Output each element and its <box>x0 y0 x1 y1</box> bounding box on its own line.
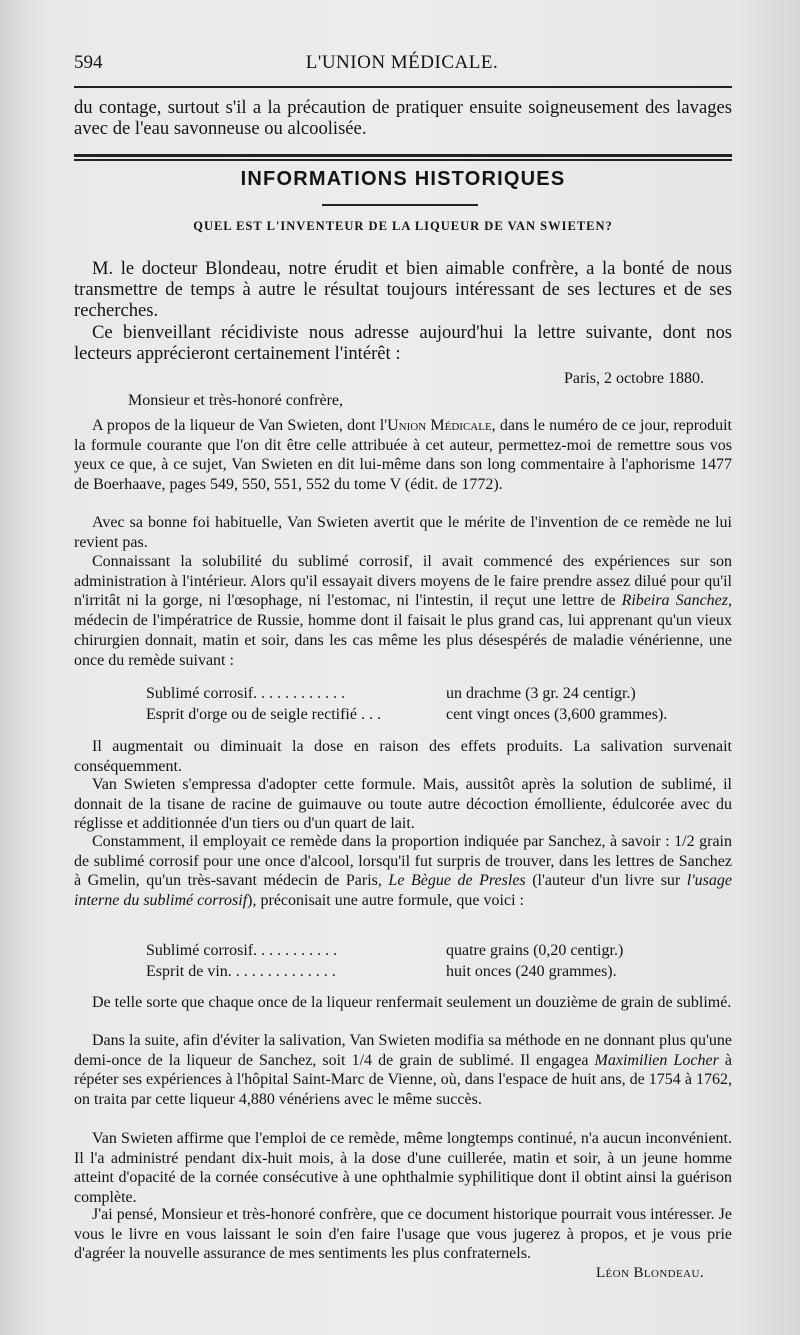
letter-signature: Léon Blondeau. <box>595 1265 704 1281</box>
section-heading: INFORMATIONS HISTORIQUES <box>240 168 566 190</box>
ingredient-name: Esprit de vin. . . . . . . . . . . . . . <box>146 963 336 980</box>
page-header <box>74 52 730 76</box>
person-name: Maximilien Locher <box>594 1051 719 1069</box>
journal-name: Union Médicale <box>387 417 492 434</box>
ingredient-quantity: cent vingt onces (3,600 grammes). <box>446 706 668 723</box>
ingredient-quantity: quatre grains (0,20 centigr.) <box>446 942 624 959</box>
recipe-line <box>146 940 623 961</box>
recipe-line <box>146 961 623 982</box>
recipe-sanchez <box>146 683 667 725</box>
section-rule-thick <box>74 154 732 157</box>
section-rule-thin <box>74 159 732 161</box>
book-title: l'usage interne du sublimé corrosif <box>74 872 732 910</box>
person-name: Ribeira Sanchez, <box>621 592 732 610</box>
heading-underline <box>322 204 478 206</box>
intro-paragraph: du contage, surtout s'il a la précaution de pratiquer ensuite soigneusement des lavages avec de l'eau savonneuse ou alcoolisée. <box>74 97 732 139</box>
page-number: 594 <box>74 52 103 73</box>
letter-paragraph: Connaissant la solubilité du sublimé corrosif, il avait commencé des expériences sur son administration à l'intérieur. Alors qu'il essayait divers moyens de le faire prendre assez dilué pour qu'il n'irritât ni la gorge, ni l'œsophage, ni l'estomac, ni l'intestin, il reçut une lettre de Ribeira Sanchez, médecin de l'impératrice de Russie, homme dont il faisait le plus grand cas, lui apprenant qu'un vieux chirurgien donnait, matin et soir, dans les cas même les plus désespérés de maladie vénérienne, une once du remède suivant : <box>74 553 732 669</box>
recipe-line <box>146 683 667 704</box>
letter-paragraph: Van Swieten s'empressa d'adopter cette formule. Mais, aussitôt après la solution de sublimé, il donnait de la tisane de racine de guimauve ou toute autre décoction émolliente, édulcorée avec du réglisse et additionnée d'un tiers ou d'un quart de lait. <box>74 776 732 833</box>
recipe-le-begue <box>146 940 623 982</box>
ingredient-name: Esprit d'orge ou de seigle rectifié . . . <box>146 706 381 723</box>
letter-paragraph: A propos de la liqueur de Van Swieten, dont l'Union Médicale, dans le numéro de ce jour, reproduit la formule courante que l'on dit être celle attribuée à cet auteur, permettez-moi de remettre sous vos yeux ce que, à ce sujet, Van Swieten en dit lui-même dans son long commentaire à l'aphorisme 1477 de Boerhaave, pages 549, 550, 551, 552 du tome V (édit. de 1772). <box>74 417 732 494</box>
letter-paragraph: De telle sorte que chaque once de la liqueur renfermait seulement un douzième de grain de sublimé. <box>92 994 732 1011</box>
person-name: Le Bègue de Presles <box>388 872 526 890</box>
body-paragraph: Ce bienveillant récidiviste nous adresse aujourd'hui la lettre suivante, dont nos lecteurs apprécieront certainement l'intérêt : <box>74 322 732 364</box>
running-title: L'UNION MÉDICALE. <box>305 52 499 73</box>
ingredient-quantity: huit onces (240 grammes). <box>446 963 617 980</box>
letter-date: Paris, 2 octobre 1880. <box>564 370 704 387</box>
article-subheading: QUEL EST L'INVENTEUR DE LA LIQUEUR DE VAN SWIETEN? <box>193 219 613 233</box>
ingredient-name: Sublimé corrosif. . . . . . . . . . . <box>146 942 338 959</box>
ingredient-quantity: un drachme (3 gr. 24 centigr.) <box>446 685 636 702</box>
recipe-line <box>146 704 667 725</box>
letter-paragraph: Van Swieten affirme que l'emploi de ce remède, même longtemps continué, n'a aucun inconvénient. Il l'a administré pendant dix-huit mois, à la dose d'une cuillerée, matin et soir, à un jeune homme atteint d'opacité de la cornée consécutive à une ophthalmie syphilitique dont il obtint ainsi la guérison complète. <box>74 1130 732 1207</box>
letter-paragraph: Dans la suite, afin d'éviter la salivation, Van Swieten modifia sa méthode en ne donnant plus qu'une demi-once de la liqueur de Sanchez, soit 1/4 de grain de sublimé. Il engagea Maximilien Locher à répéter ses expériences à l'hôpital Saint-Marc de Vienne, où, dans l'espace de huit ans, de 1754 à 1762, on traita par cette liqueur 4,880 vénériens avec le même succès. <box>74 1032 732 1109</box>
letter-paragraph: J'ai pensé, Monsieur et très-honoré confrère, que ce document historique pourrait vous intéresser. Je vous le livre en vous laissant le soin d'en faire l'usage que vous jugerez à propos, et je vous prie d'agréer la nouvelle assurance de mes sentiments les plus confraternels. <box>74 1206 732 1263</box>
body-paragraph: M. le docteur Blondeau, notre érudit et bien aimable confrère, a la bonté de nous transmettre de temps à autre le résultat toujours intéressant de ses lectures et de ses recherches. <box>74 258 732 321</box>
letter-paragraph: Constamment, il employait ce remède dans la proportion indiquée par Sanchez, à savoir : 1/2 grain de sublimé corrosif pour une once d'alcool, lorsqu'il fut surpris de trouver, dans les lettres de Sanchez à Gmelin, qu'un très-savant médecin de Paris, Le Bègue de Presles (l'auteur d'un livre sur l'usage interne du sublimé corrosif), préconisait une autre formule, que voici : <box>74 833 732 910</box>
ingredient-name: Sublimé corrosif. . . . . . . . . . . . <box>146 685 346 702</box>
letter-salutation: Monsieur et très-honoré confrère, <box>128 392 344 409</box>
letter-paragraph: Avec sa bonne foi habituelle, Van Swieten avertit que le mérite de l'invention de ce remède ne lui revient pas. <box>74 514 732 551</box>
letter-paragraph: Il augmentait ou diminuait la dose en raison des effets produits. La salivation survenait conséquemment. <box>74 738 732 775</box>
header-rule <box>74 86 732 88</box>
